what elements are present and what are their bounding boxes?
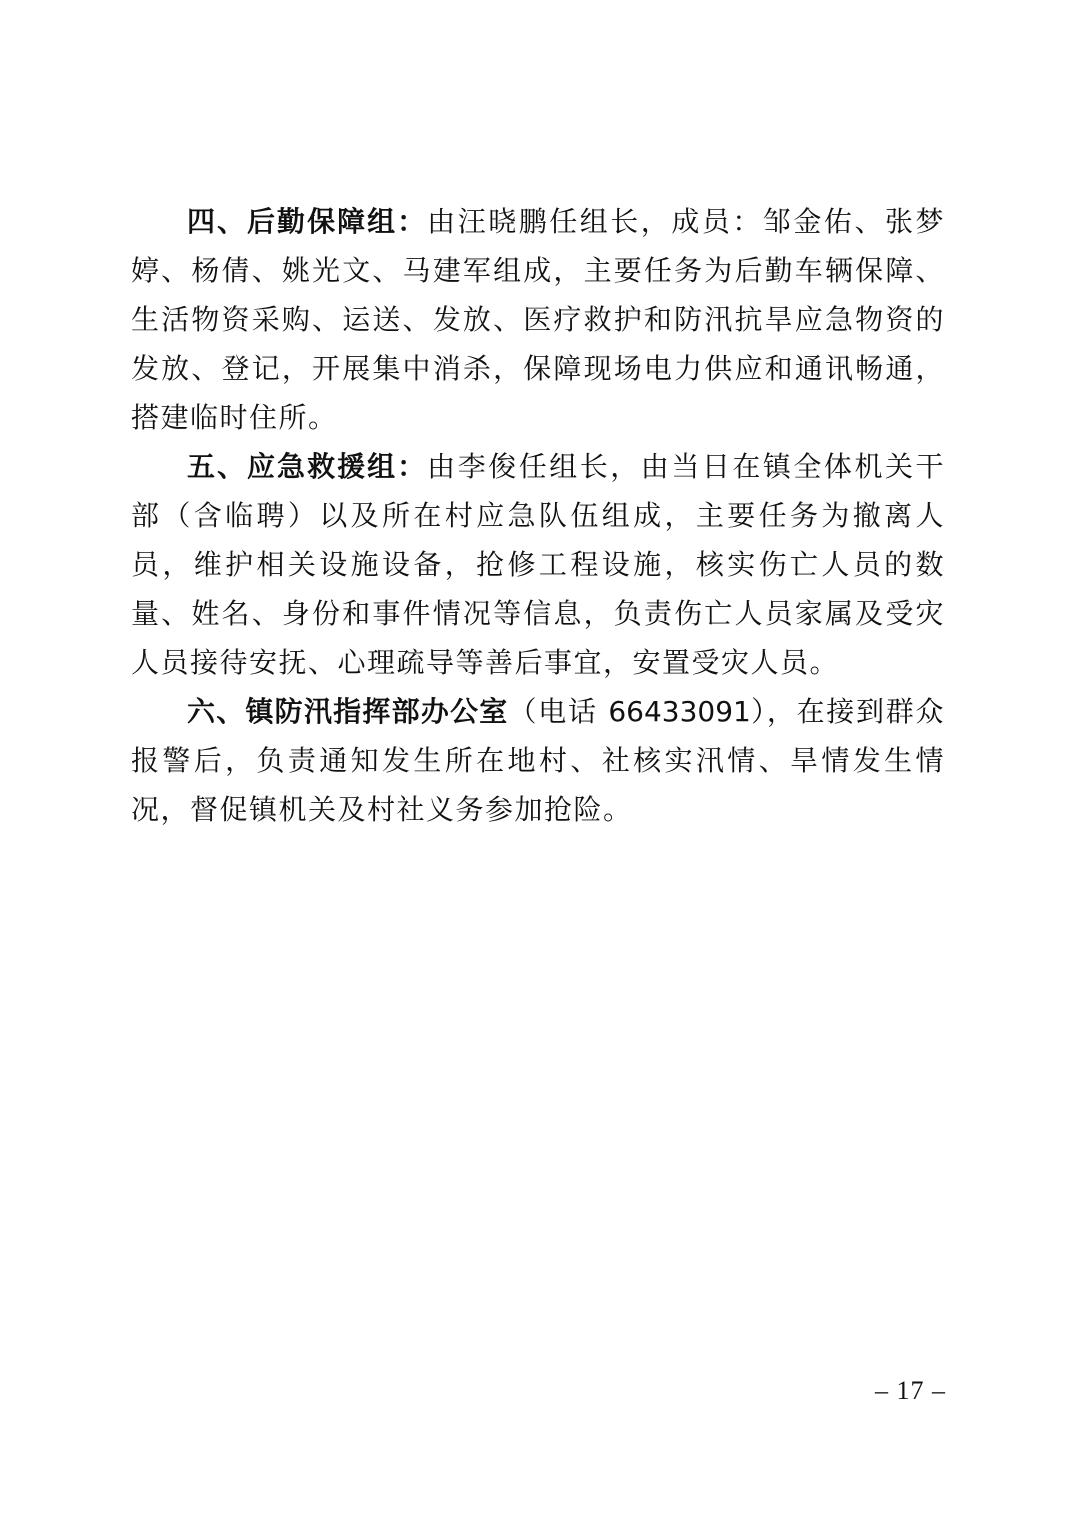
section-body-logistics: 由汪晓鹏任组长，成员：邹金佑、张梦婷、杨倩、姚光文、马建军组成，主要任务为后勤车辆保障、生活物资采购、运送、发放、医疗救护和防汛抗旱应急物资的发放、登记，开展集中消杀，保障现场电力供应和通讯畅通，搭建临时住所。 [131,205,945,434]
phone-prefix: （电话 [508,695,609,728]
section-heading-office: 六、镇防汛指挥部办公室 [187,695,509,728]
page-number: – 17 – [875,1376,946,1405]
paragraph-office [131,687,945,834]
paragraph-logistics [131,197,945,442]
paragraph-rescue [131,442,945,687]
section-heading-logistics: 四、后勤保障组： [187,205,428,238]
section-body-rescue: 由李俊任组长，由当日在镇全体机关干部（含临聘）以及所在村应急队伍组成，主要任务为撤离人员，维护相关设施设备，抢修工程设施，核实伤亡人员的数量、姓名、身份和事件情况等信息，负责伤亡人员家属及受灾人员接待安抚、心理疏导等善后事宜，安置受灾人员。 [131,450,945,679]
section-body-office: ，在接到群众报警后，负责通知发生所在地村、社核实汛情、旱情发生情况，督促镇机关及村社义务参加抢险。 [131,695,945,826]
phone-number: 66433091 [608,695,751,728]
section-heading-rescue: 五、应急救援组： [187,450,428,483]
phone-suffix: ） [750,695,767,728]
document-body [131,197,945,834]
